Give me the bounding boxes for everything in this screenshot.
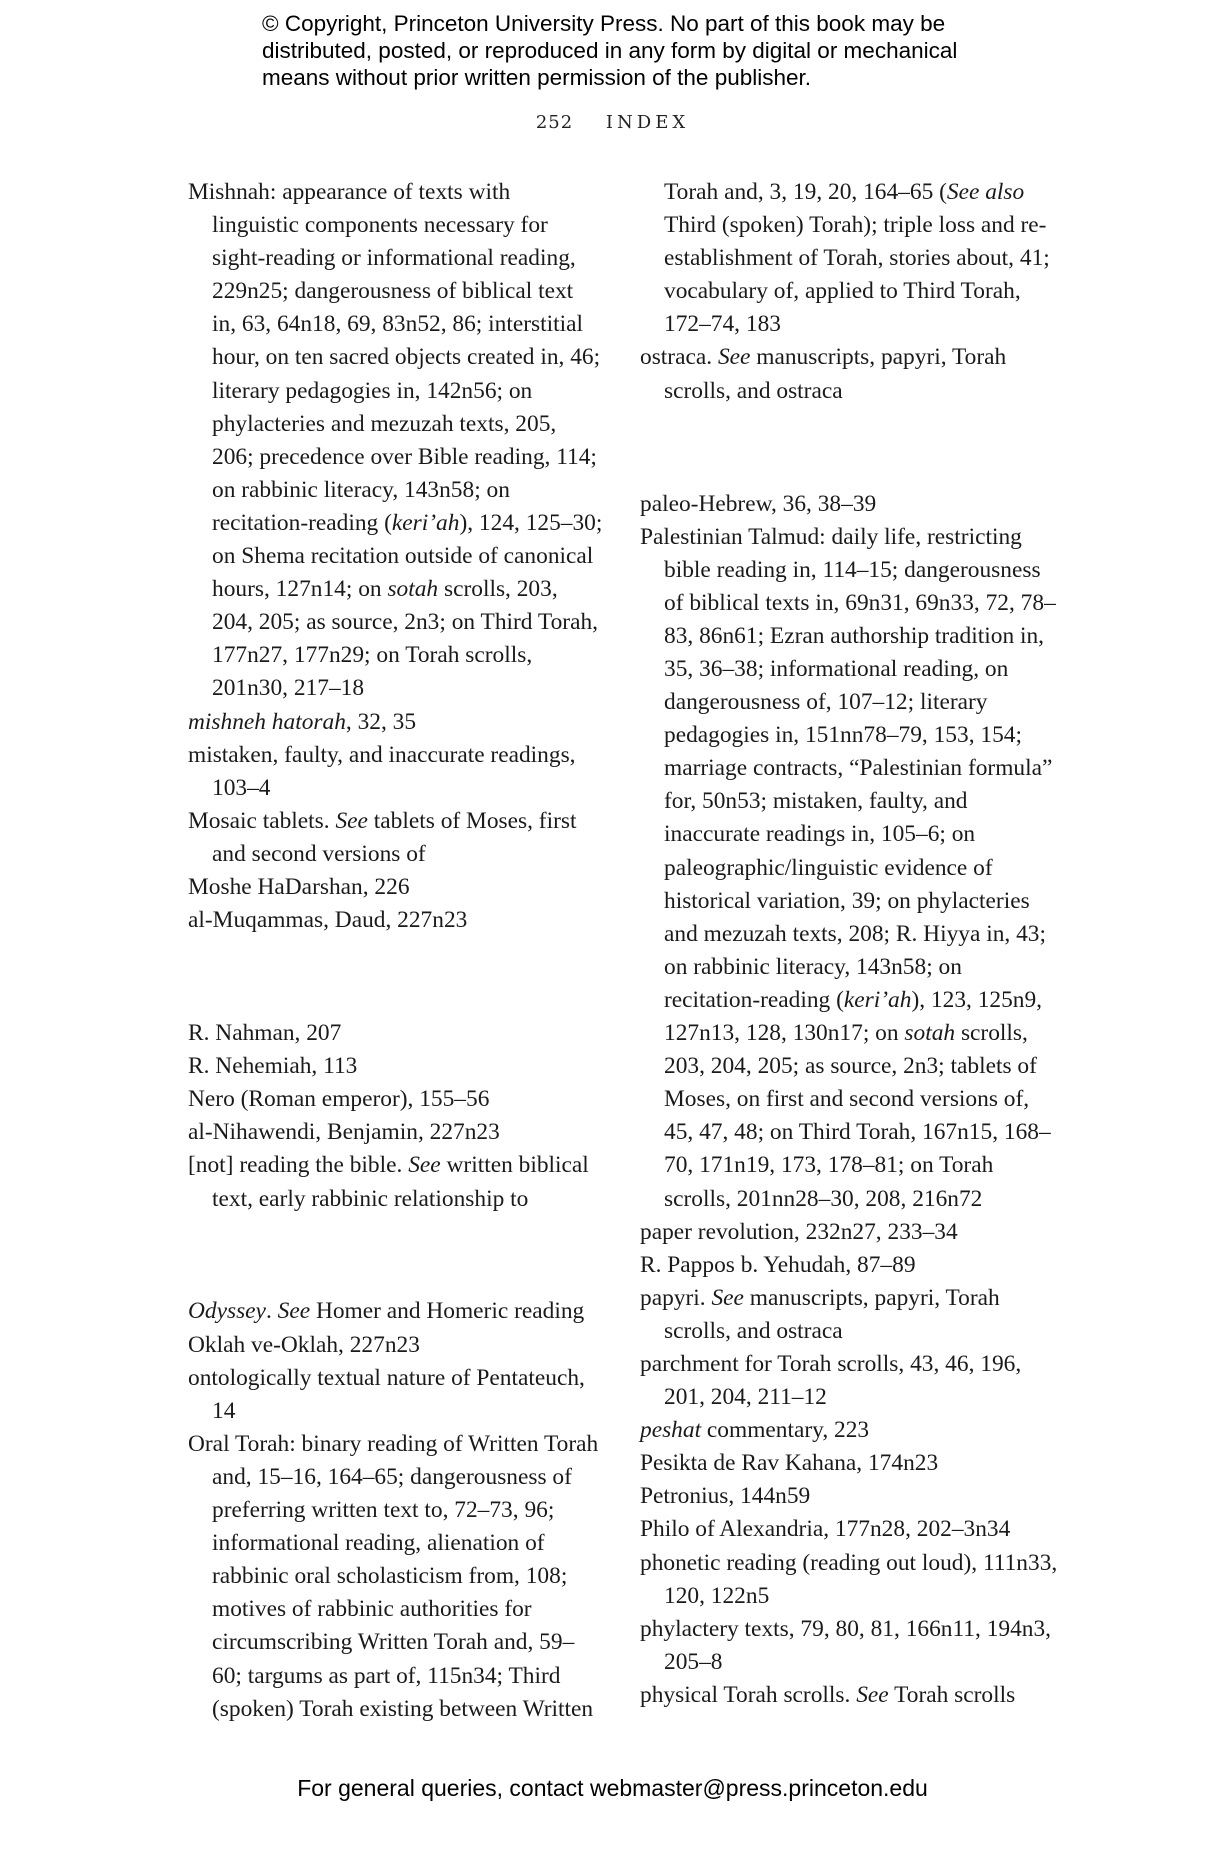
index-entry: R. Pappos b. Yehudah, 87–89	[640, 1251, 916, 1278]
index-entry: ostraca. See manuscripts, papyri, Torah scrolls, and ostraca	[640, 344, 1007, 404]
index-entry: mistaken, faulty, and inaccurate readings, 103–4	[188, 741, 576, 801]
index-entry: Mishnah: appearance of texts with linguistic components necessary for sight-reading or informational reading, 229n25; dangerousness of biblical text in, 63, 64n18, 69, 83n52, 86; interstitial hour, on ten sacred objects created in, 46; literary pedagogies in, 142n56; on phylacteries and mezuzah texts, 205, 206; precedence over Bible reading, 114; on rabbinic literacy, 143n58; on recitation-reading (keri’ah), 124, 125–30; on Shema recitation outside of canonical hours, 127n14; on sotah scrolls, 203, 204, 205; as source, 2n3; on Third Torah, 177n27, 177n29; on Torah scrolls, 201n30, 217–18	[188, 179, 603, 702]
index-entry: ontologically textual nature of Pentateuch, 14	[188, 1364, 585, 1424]
index-entry: paleo-Hebrew, 36, 38–39	[640, 490, 877, 517]
index-entry: Oklah ve-Oklah, 227n23	[188, 1331, 420, 1358]
index-column-right	[640, 176, 1060, 1712]
index-entry: Odyssey. See Homer and Homeric reading	[188, 1298, 585, 1325]
index-entry: paper revolution, 232n27, 233–34	[640, 1218, 958, 1245]
copyright-notice	[262, 10, 982, 91]
index-entry: mishneh hatorah, 32, 35	[188, 708, 417, 735]
contact-footer: For general queries, contact webmaster@press.princeton.edu	[297, 1775, 928, 1801]
index-entry: R. Nahman, 207	[188, 1020, 342, 1047]
index-entry: parchment for Torah scrolls, 43, 46, 196, 201, 204, 211–12	[640, 1350, 1022, 1411]
index-entry: phylactery texts, 79, 80, 81, 166n11, 194n3, 205–8	[640, 1615, 1052, 1675]
index-entry: [not] reading the bible. See written biblical text, early rabbinic relationship to	[188, 1152, 589, 1212]
index-entry: Moshe HaDarshan, 226	[188, 873, 410, 900]
index-entry-continued: Torah and, 3, 19, 20, 164–65 (See also Third (spoken) Torah); triple loss and re-establishment of Torah, stories about, 41; vocabulary of, applied to Third Torah, 172–74, 183	[664, 179, 1050, 338]
index-entry: peshat commentary, 223	[640, 1417, 870, 1444]
index-entry: Pesikta de Rav Kahana, 174n23	[640, 1450, 939, 1477]
index-letter-gap	[188, 1239, 603, 1272]
copyright-line: © Copyright, Princeton University Press. No part of this book may be	[262, 11, 946, 36]
index-letter-gap	[188, 961, 603, 994]
index-entry: al-Muqammas, Daud, 227n23	[188, 907, 468, 934]
index-entry: Oral Torah: binary reading of Written Torah and, 15–16, 164–65; dangerousness of preferring written text to, 72–73, 96; informational reading, alienation of rabbinic oral scholasticism from, 108; motives of rabbinic authorities for circumscribing Written Torah and, 59–60; targums as part of, 115n34; Third (spoken) Torah existing between Written	[188, 1430, 599, 1722]
index-entry: Petronius, 144n59	[640, 1483, 811, 1510]
index-entry: Palestinian Talmud: daily life, restricting bible reading in, 114–15; dangerousness of biblical texts in, 69n31, 69n33, 72, 78–83, 86n61; Ezran authorship tradition in, 35, 36–38; informational reading, on dangerousness of, 107–12; literary pedagogies in, 151nn78–79, 153, 154; marriage contracts, “Palestinian formula” for, 50n53; mistaken, faulty, and inaccurate readings in, 105–6; on paleographic/linguistic evidence of historical variation, 39; on phylacteries and mezuzah texts, 208; R. Hiyya in, 43; on rabbinic literacy, 143n58; on recitation-reading (keri’ah), 123, 125n9, 127n13, 128, 130n17; on sotah scrolls, 203, 204, 205; as source, 2n3; tablets of Moses, on first and second versions of, 45, 47, 48; on Third Torah, 167n15, 168–70, 171n19, 173, 178–81; on Torah scrolls, 201nn28–30, 208, 216n72	[640, 523, 1056, 1212]
index-letter-gap	[640, 431, 1060, 464]
index-entry: Mosaic tablets. See tablets of Moses, first and second versions of	[188, 807, 577, 867]
index-entry: Nero (Roman emperor), 155–56	[188, 1086, 490, 1113]
index-entry: phonetic reading (reading out loud), 111n33, 120, 122n5	[640, 1549, 1058, 1609]
page-number: 252	[535, 112, 574, 133]
copyright-line: distributed, posted, or reproduced in any form by digital or mechanical	[262, 38, 958, 63]
running-head	[0, 112, 1225, 133]
index-entry: R. Nehemiah, 113	[188, 1053, 358, 1080]
running-title: INDEX	[605, 112, 690, 133]
index-entry: papyri. See manuscripts, papyri, Torah scrolls, and ostraca	[640, 1284, 1000, 1344]
copyright-line: means without prior written permission of the publisher.	[262, 65, 812, 90]
index-entry: al-Nihawendi, Benjamin, 227n23	[188, 1119, 500, 1146]
index-entry: Philo of Alexandria, 177n28, 202–3n34	[640, 1516, 1011, 1543]
index-column-left	[188, 176, 603, 1726]
index-entry: physical Torah scrolls. See Torah scrolls	[640, 1681, 1016, 1708]
